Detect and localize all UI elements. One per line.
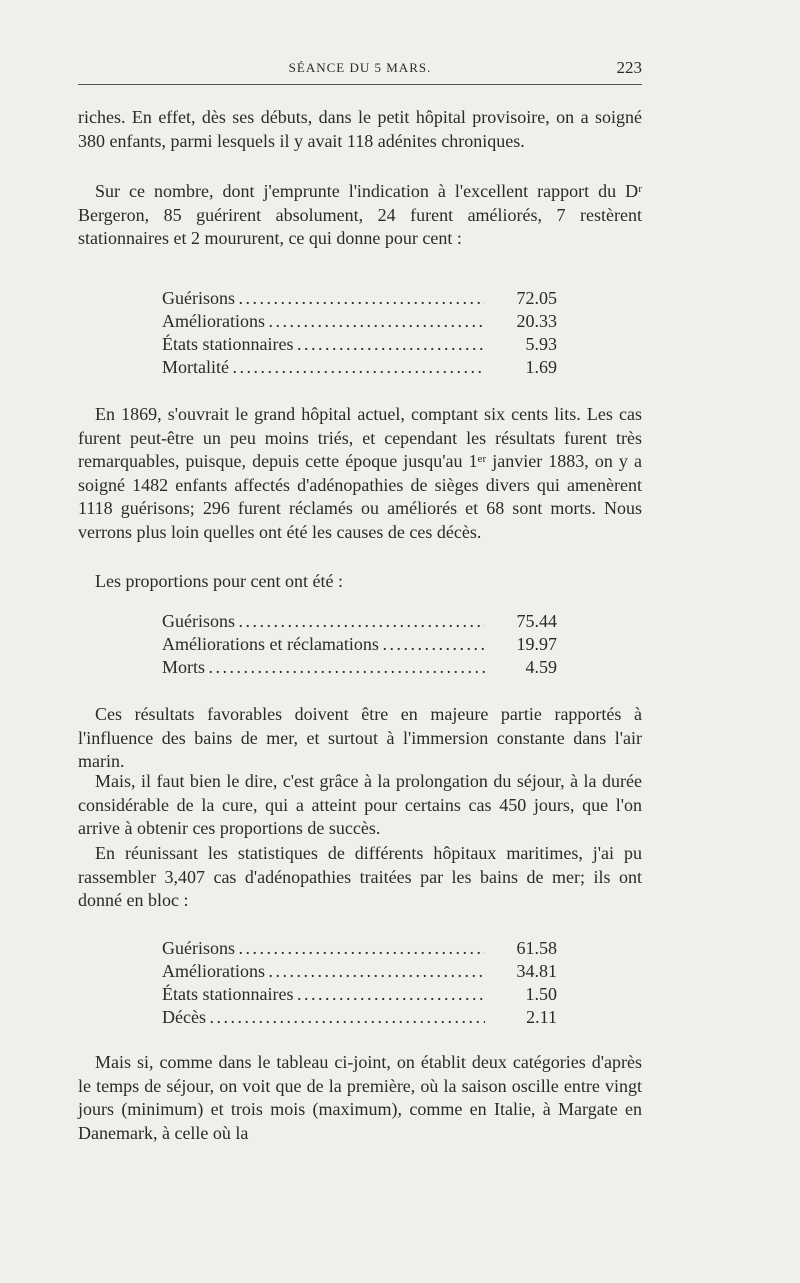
row-label: États stationnaires . . . [162, 333, 485, 356]
row-value: 5.93 [487, 333, 557, 356]
row-label: Améliorations . . . [162, 310, 485, 333]
paragraph-5: Ces résultats favorables doivent être en majeure partie rapportés à l'influence des bains de mer, et surtout à l'immersion constante dans l'air marin. [78, 704, 642, 771]
table-row [162, 983, 557, 1006]
stats-table-3 [162, 937, 557, 1029]
row-value: 34.81 [487, 960, 557, 983]
row-value: 19.97 [487, 633, 557, 656]
page-number: 223 [616, 58, 642, 77]
row-label: Améliorations et réclamations . . . [162, 633, 485, 656]
row-label: Guérisons . . . [162, 610, 485, 633]
row-label: Guérisons . . . [162, 287, 485, 310]
row-value: 2.11 [487, 1006, 557, 1029]
running-title: SÉANCE DU 5 MARS. [288, 60, 432, 75]
paragraph-6: Mais, il faut bien le dire, c'est grâce à la prolongation du séjour, à la durée considérable de la cure, qui a atteint pour certains cas 450 jours, que l'on arrive à obtenir ces proportions de succès. [78, 771, 642, 838]
row-value: 20.33 [487, 310, 557, 333]
table-row [162, 310, 557, 333]
row-label: Mortalité . . . [162, 356, 485, 379]
table-row [162, 1006, 557, 1029]
paragraph-4: Les proportions pour cent ont été : [95, 571, 343, 591]
table-row [162, 656, 557, 679]
row-value: 1.69 [487, 356, 557, 379]
paragraph-1: riches. En effet, dès ses débuts, dans le petit hôpital provisoire, on a soigné 380 enfants, parmi lesquels il y avait 118 adénites chroniques. [78, 107, 642, 151]
row-label: Améliorations . . . [162, 960, 485, 983]
row-value: 72.05 [487, 287, 557, 310]
table-row [162, 633, 557, 656]
row-label: Décès . . . [162, 1006, 485, 1029]
header-rule [78, 84, 642, 85]
row-value: 1.50 [487, 983, 557, 1006]
paragraph-8: Mais si, comme dans le tableau ci-joint, on établit deux catégories d'après le temps de séjour, on voit que de la première, où la saison oscille entre vingt jours (minimum) et trois mois (maximum), comme en Italie, à Margate en Danemark, à celle où la [78, 1052, 642, 1143]
stats-table-1 [162, 287, 557, 379]
row-label: Morts . . . [162, 656, 485, 679]
table-row [162, 333, 557, 356]
table-row [162, 960, 557, 983]
paragraph-7: En réunissant les statistiques de différents hôpitaux maritimes, j'ai pu rassembler 3,407 cas d'adénopathies traitées par les bains de mer; ils ont donné en bloc : [78, 843, 642, 910]
table-row [162, 610, 557, 633]
row-value: 4.59 [487, 656, 557, 679]
running-header [78, 60, 642, 84]
row-value: 61.58 [487, 937, 557, 960]
table-row [162, 937, 557, 960]
paragraph-2: Sur ce nombre, dont j'emprunte l'indication à l'excellent rapport du Dʳ Bergeron, 85 guérirent absolument, 24 furent améliorés, 7 restèrent stationnaires et 2 moururent, ce qui donne pour cent : [78, 181, 642, 248]
paragraph-3: En 1869, s'ouvrait le grand hôpital actuel, comptant six cents lits. Les cas furent peut-être un peu moins triés, et cependant les résultats furent très remarquables, puisque, depuis cette époque jusqu'au 1ᵉʳ janvier 1883, on y a soigné 1482 enfants affectés d'adénopathies de sièges divers qui amenèrent 1118 guérisons; 296 furent réclamés ou améliorés et 68 sont morts. Nous verrons plus loin quelles ont été les causes de ces décès. [78, 404, 642, 542]
row-value: 75.44 [487, 610, 557, 633]
table-row [162, 356, 557, 379]
stats-table-2 [162, 610, 557, 679]
row-label: États stationnaires . . . [162, 983, 485, 1006]
row-label: Guérisons . . . [162, 937, 485, 960]
table-row [162, 287, 557, 310]
